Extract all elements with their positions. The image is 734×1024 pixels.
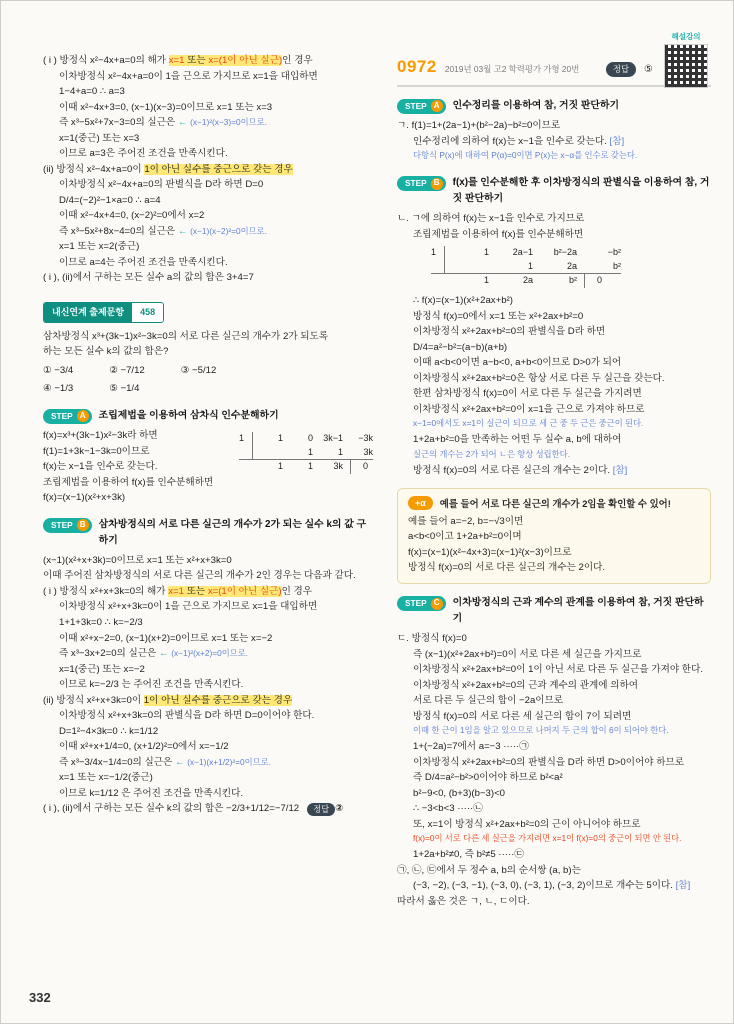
solution-line: x=1 또는 x=−1/2(중근)	[59, 772, 153, 784]
text-segment: 즉 x³−5x²+8x−4=0의 실근은	[59, 225, 178, 237]
syn-cell: −3k	[358, 433, 373, 444]
syn-row	[431, 260, 621, 274]
tip-box-title: 예를 들어 서로 다른 실근의 개수가 2임을 확인할 수 있어!	[439, 497, 671, 509]
page-number: 332	[29, 990, 51, 1005]
tip-line: a<b<0이고 1+2a+b²=0이며	[408, 531, 522, 543]
syn-cell	[445, 260, 489, 274]
video-lecture-qr[interactable]	[661, 31, 711, 88]
solution-line	[43, 801, 373, 817]
text-segment: ←	[177, 117, 191, 129]
text-segment: (−3, −2), (−3, −1), (−3, 0), (−3, 1), (−3, 2)이므로 개수는 5이다.	[413, 880, 676, 892]
solution-line: b²−9<0, (b+3)(b−3)<0	[413, 787, 506, 799]
solution-line: 이므로 k=1/12 은 주어진 조건을 만족시킨다.	[59, 787, 244, 799]
solution-line	[43, 224, 373, 240]
solution-line: 이차방정식 x²+2ax+b²=0의 판별식을 D라 하면	[413, 326, 606, 338]
syn-cell: 1	[277, 433, 283, 444]
syn-cell: 2a	[522, 275, 533, 286]
solution-line: 실근의 개수는 2가 되어 ㄴ은 항상 성립한다.	[413, 449, 571, 459]
choice-option: ④ −1/3	[43, 383, 74, 395]
solution-line: 1−4+a=0 ∴ a=3	[59, 86, 125, 98]
step-badge-label: STEP	[405, 100, 427, 111]
solution-line: f(x)는 x−1을 인수로 갖는다.	[43, 461, 158, 473]
syn-divisor	[431, 260, 445, 274]
solution-line: ㉠, ㉡, ㉢에서 두 정수 a, b의 순서쌍 (a, b)는	[397, 864, 581, 876]
solution-line: x=1(중근) 또는 x=−2	[59, 663, 145, 675]
text-segment: (ii) 방정식 x²+x+3k=0이	[43, 694, 144, 706]
solution-line: ∴ −3<b<3 ·····㉡	[413, 803, 483, 815]
solution-continuation	[43, 53, 373, 286]
solution-line	[43, 755, 373, 771]
syn-cell: 0	[584, 274, 602, 288]
syn-cell: 2a−1	[512, 247, 533, 258]
solution-line	[397, 134, 711, 150]
solution-line: x=1(중근) 또는 x=3	[59, 132, 140, 144]
syn-cell: 1	[307, 446, 313, 457]
solution-line: 다항식 P(x)에 대하여 P(α)=0이면 P(x)는 x−α를 인수로 갖는다.	[413, 150, 638, 161]
syn-cell: 1	[307, 461, 313, 472]
syn-cell: 1	[527, 260, 533, 271]
step-b-header	[43, 517, 373, 549]
solution-line: 1+2a+b²≠0, 즉 b²≠5 ·····㉢	[413, 849, 524, 861]
text-segment: 또는	[183, 585, 208, 597]
page-columns	[1, 1, 733, 909]
syn-cell: 1	[483, 275, 489, 286]
tip-box-header	[408, 496, 700, 511]
syn-cell: b²	[568, 275, 577, 286]
answer-value: ⑤	[644, 64, 653, 75]
solution-line: 이차방정식 x²+2ax+b²=0은 항상 서로 다른 두 실근을 갖는다.	[413, 372, 665, 384]
solution-line: 1+1+3k=0 ∴ k=−2/3	[59, 616, 143, 628]
step-badge-label: STEP	[51, 410, 73, 421]
tip-line: f(x)=(x−1)(x²−4x+3)=(x−1)²(x−3)이므로	[408, 546, 572, 558]
step-badge	[397, 99, 446, 114]
syn-divisor	[239, 460, 253, 474]
solution-line: 또, x=1이 방정식 x²+2ax+b²=0의 근이 아니어야 하므로	[413, 818, 641, 830]
solution-line: 이차방정식 x²+x+3k=0이 1을 근으로 가지므로 x=1을 대입하면	[59, 601, 318, 613]
step-c-title: 이차방정식의 근과 계수의 관계를 이용하여 참, 거짓 판단하기	[452, 596, 704, 624]
step-badge	[397, 176, 446, 191]
solution-line: (x−1)(x²+x+3k)=0이므로 x=1 또는 x²+x+3k=0	[43, 554, 232, 566]
syn-cell: b²−2a	[553, 247, 577, 258]
step-badge	[43, 518, 92, 533]
qr-code[interactable]	[664, 44, 708, 88]
step-a-title: 조립제법을 이용하여 삼차식 인수분해하기	[98, 409, 279, 421]
solution-line: 따라서 옳은 것은 ㄱ, ㄴ, ㄷ이다.	[397, 895, 530, 907]
solution-line: f(x)=(x−1)(x²+x+3k)	[43, 492, 126, 504]
step-c-header	[397, 595, 711, 627]
solution-line: D=1²−4×3k=0 ∴ k=1/12	[59, 725, 159, 737]
solution-line	[397, 878, 711, 894]
syn-divisor: 1	[431, 246, 445, 260]
solution-line: x−1=0에서도 x=1이 실근이 되므로 세 근 중 두 근은 중근이 된다.	[413, 418, 644, 429]
step-letter: B	[431, 178, 443, 190]
solution-line: f(1)=1+3k−1−3k=0이므로	[43, 445, 150, 457]
solution-line: 방정식 f(x)=0의 서로 다른 세 실근의 합이 7이 되려면	[413, 710, 632, 722]
syn-cell: 3k−1	[323, 433, 343, 444]
solution-line: 이차방정식 x²+2ax+b²=0의 근과 계수의 관계에 의하여	[413, 679, 639, 691]
solution-line	[43, 115, 373, 131]
solution-line: x=1 또는 x=2(중근)	[59, 241, 140, 253]
text-segment: (ii) 방정식 x²−4x+a=0이	[43, 163, 145, 175]
syn-cell: 3k	[333, 461, 343, 472]
syn-cell: 1	[277, 461, 283, 472]
solution-line: 이므로 k=−2/3 는 주어진 조건을 만족시킨다.	[59, 679, 244, 691]
text-segment: 1이 아닌 실수를 중근으로 갖는 경우	[144, 163, 293, 175]
problem-line: 삼차방정식 x³+(3k−1)x²−3k=0의 서로 다른 실근의 개수가 2가 되도록	[43, 330, 329, 342]
text-segment: (x−1)²(x−3)=0이므로.	[190, 117, 267, 128]
qr-label: 해설강의	[671, 32, 701, 41]
step-letter: A	[77, 410, 89, 422]
linked-badge-number: 458	[132, 303, 163, 322]
text-segment: 인수정리에 의하여 f(x)는 x−1을 인수로 갖는다.	[413, 135, 610, 147]
step-b-lines	[43, 553, 373, 817]
synthetic-division-table	[239, 432, 373, 474]
solution-line: 이차방정식 x²+2ax+b²=0이 1이 아닌 서로 다른 두 실근을 가져야 한다.	[413, 664, 704, 676]
solution-line: 조립제법을 이용하여 f(x)를 인수분해하면	[413, 228, 584, 240]
step-b-title: f(x)를 인수분해한 후 이차방정식의 판별식을 이용하여 참, 거짓 판단하기	[452, 177, 710, 205]
step-b-lines-pre	[397, 211, 711, 242]
solution-line: 이때 한 근이 1임을 알고 있으므로 나머지 두 근의 합이 6이 되어야 한다.	[413, 725, 669, 736]
syn-cell: b²	[612, 260, 621, 271]
syn-divisor: 1	[239, 432, 253, 446]
linked-problem-badge	[43, 302, 164, 323]
step-b-lines-post	[397, 293, 711, 478]
step-badge	[43, 409, 92, 424]
syn-row	[239, 446, 373, 460]
text-segment: ←	[174, 756, 188, 768]
solution-line: 이때 x²−4x+3=0, (x−1)(x−3)=0이므로 x=1 또는 x=3	[59, 101, 273, 113]
step-letter: A	[431, 100, 443, 112]
step-letter: C	[431, 598, 443, 610]
solution-line: 방정식 f(x)=0에서 x=1 또는 x²+2ax+b²=0	[413, 310, 584, 322]
syn-cell: 2a	[566, 260, 577, 271]
choice-option: ③ −5/12	[180, 364, 217, 376]
solution-line: 이차방정식 x²+2ax+b²=0이 x=1을 근으로 가져야 하므로	[413, 403, 645, 415]
text-segment: (x−1)(x−2)²=0이므로.	[190, 225, 267, 236]
tip-line: 방정식 f(x)=0의 서로 다른 실근의 개수는 2이다.	[408, 562, 606, 574]
syn-cell: 1	[483, 247, 489, 258]
solution-line: ㄷ. 방정식 f(x)=0	[397, 632, 467, 644]
problem-source: 2019년 03월 고2 학력평가 가형 20번	[444, 64, 580, 74]
text-segment: ( i ) 방정식 x²−4x+a=0의 해가	[43, 55, 169, 66]
linked-problem-text	[43, 329, 373, 360]
solution-line: 즉 (x−1)(x²+2ax+b²)=0이 서로 다른 세 실근을 가지므로	[413, 648, 642, 660]
solution-line	[43, 584, 373, 600]
step-b-title: 삼차방정식의 서로 다른 실근의 개수가 2가 되는 실수 k의 값 구하기	[98, 518, 367, 546]
text-segment: [참]	[609, 135, 625, 147]
text-segment: [참]	[675, 880, 691, 892]
step-a-header	[43, 408, 373, 424]
step-badge-label: STEP	[51, 519, 73, 530]
solution-line: 서로 다른 두 실근의 합이 −2a이므로	[413, 695, 564, 707]
text-segment: 즉 x³−3/4x−1/4=0의 실근은	[59, 756, 175, 768]
solution-line: ㄱ. f(1)=1+(2a−1)+(b²−2a)−b²=0이므로	[397, 119, 561, 131]
solution-line: ㄴ. ㄱ에 의하여 f(x)는 x−1을 인수로 가지므로	[397, 213, 585, 225]
solution-line: 이므로 a=4는 주어진 조건을 만족시킨다.	[59, 256, 228, 268]
text-segment: 1이 아닌 실수를 중근으로 갖는 경우	[143, 694, 293, 706]
step-a-header	[397, 98, 711, 114]
text-segment: 즉 x³−3x+2=0의 실근은	[59, 648, 159, 660]
syn-row	[239, 432, 373, 446]
text-segment: x=1	[168, 55, 185, 66]
solution-line	[397, 463, 711, 479]
solution-line: 1+(−2a)=7에서 a=−3 ·····㉠	[413, 741, 529, 753]
text-segment: ②	[335, 803, 344, 815]
syn-divisor	[239, 446, 253, 460]
tip-line: 예를 들어 a=−2, b=−√3이면	[408, 515, 524, 527]
solution-line: D/4=(−2)²−1×a=0 ∴ a=4	[59, 194, 161, 206]
step-a-lines	[397, 118, 711, 164]
solution-line: 이차방정식 x²−4x+a=0이 1을 근으로 가지므로 x=1을 대입하면	[59, 70, 318, 82]
right-column	[397, 53, 711, 909]
step-a-body	[43, 428, 373, 506]
syn-cell	[253, 446, 283, 460]
text-segment: x=1	[168, 585, 184, 597]
syn-cell: 3k	[363, 446, 373, 457]
step-c-lines	[397, 631, 711, 910]
text-segment: ( i ), (ii)에서 구하는 모든 실수 k의 값의 합은 −2/3+1/12=−7/12	[43, 803, 300, 815]
solution-line: 이차방정식 x²+2ax+b²=0의 판별식을 D라 하면 D>0이어야 하므로	[413, 756, 685, 768]
text-segment: 즉 x³−5x²+7x−3=0의 실근은	[59, 117, 178, 129]
step-letter: B	[77, 519, 89, 531]
choices-row-2	[43, 381, 373, 397]
solution-line	[43, 162, 373, 178]
solution-line: ( i ), (ii)에서 구하는 모든 실수 a의 값의 합은 3+4=7	[43, 272, 254, 284]
answer-badge: 정답	[606, 62, 636, 77]
solution-line	[43, 53, 373, 69]
solution-line: 이때 주어진 삼차방정식의 서로 다른 실근의 개수가 2인 경우는 다음과 같다.	[43, 570, 356, 582]
solution-line	[43, 693, 373, 709]
linked-badge-label: 내신연계 출제문항	[44, 303, 132, 322]
text-segment: (x−1)²(x+2)=0이므로.	[171, 648, 249, 659]
solution-line	[43, 646, 373, 662]
step-badge	[397, 596, 446, 611]
solution-line: 이차방정식 x²+x+3k=0의 판별식을 D라 하면 D=0이어야 한다.	[59, 710, 315, 722]
syn-row	[239, 459, 373, 474]
text-segment: x=(1이 아닌 실근)	[208, 55, 283, 66]
step-badge-label: STEP	[405, 178, 427, 189]
text-segment: 정답	[307, 803, 335, 816]
syn-divisor	[431, 274, 445, 288]
text-segment: ←	[158, 648, 172, 660]
text-segment: ( i ) 방정식 x²+x+3k=0의 해가	[43, 585, 169, 597]
syn-cell: 0	[350, 460, 368, 474]
text-segment: 인 경우	[281, 585, 313, 597]
solution-line: 이므로 a=3은 주어진 조건을 만족시킨다.	[59, 148, 228, 160]
left-column	[43, 53, 373, 909]
plus-alpha-badge: +α	[408, 496, 433, 510]
choice-option: ② −7/12	[109, 364, 145, 376]
step-b-header	[397, 175, 711, 207]
text-segment: x=(1이 아닌 실근)	[207, 585, 282, 597]
tip-box	[397, 488, 711, 584]
syn-cell: 1	[337, 446, 343, 457]
solution-line: 즉 D/4=a²−b²>0이어야 하므로 b²<a²	[413, 772, 563, 784]
text-segment: [참]	[612, 465, 628, 476]
solution-line: 한편 삼차방정식 f(x)=0이 서로 다른 두 실근을 가지려면	[413, 388, 642, 400]
problem-number: 0972	[397, 57, 437, 76]
step-badge-label: STEP	[405, 597, 427, 608]
choice-option: ⑤ −1/4	[109, 383, 140, 395]
syn-row	[431, 273, 621, 288]
text-segment: ←	[177, 225, 191, 237]
problem-line: 하는 모든 실수 k의 값의 합은?	[43, 346, 169, 358]
solution-line: f(x)=x³+(3k−1)x²−3k라 하면	[43, 430, 158, 442]
syn-row	[431, 246, 621, 260]
solution-line: 이때 x²+x−2=0, (x−1)(x+2)=0이므로 x=1 또는 x=−2	[59, 632, 273, 644]
choices-row-1	[43, 363, 373, 379]
solution-line: 이차방정식 x²−4x+a=0의 판별식을 D라 하면 D=0	[59, 179, 264, 191]
text-segment: (x−1)(x+1/2)²=0이므로.	[187, 756, 271, 767]
choice-option: ① −3/4	[43, 364, 74, 376]
solution-line: D/4=a²−b²=(a−b)(a+b)	[413, 341, 508, 353]
solution-line: 이때 x²−4x+4=0, (x−2)²=0에서 x=2	[59, 210, 205, 222]
solution-line: ∴ f(x)=(x−1)(x²+2ax+b²)	[413, 295, 513, 307]
solution-line: 이때 a<b<0이면 a−b<0, a+b<0이므로 D>0가 되어	[413, 357, 622, 369]
linked-problem-row	[43, 302, 373, 323]
text-segment: 방정식 f(x)=0의 서로 다른 실근의 개수는 2이다.	[413, 465, 613, 476]
step-a-title: 인수정리를 이용하여 참, 거짓 판단하기	[452, 99, 620, 111]
text-segment: 인 경우	[282, 55, 313, 66]
synthetic-division-table	[431, 246, 621, 288]
solution-line: 조립제법을 이용하여 f(x)를 인수분해하면	[43, 476, 214, 488]
syn-cell: 0	[307, 433, 313, 444]
tip-box-lines	[408, 514, 700, 576]
solution-line: 이때 x²+x+1/4=0, (x+1/2)²=0에서 x=−1/2	[59, 741, 229, 753]
solution-line: f(x)=0이 서로 다른 세 실근을 가지려면 x=1이 f(x)=0의 중근이 되면 안 된다.	[413, 833, 682, 844]
solution-line: 1+2a+b²=0을 만족하는 어떤 두 실수 a, b에 대하여	[413, 434, 622, 446]
syn-cell: −b²	[607, 247, 621, 258]
text-segment: 또는	[184, 55, 209, 66]
